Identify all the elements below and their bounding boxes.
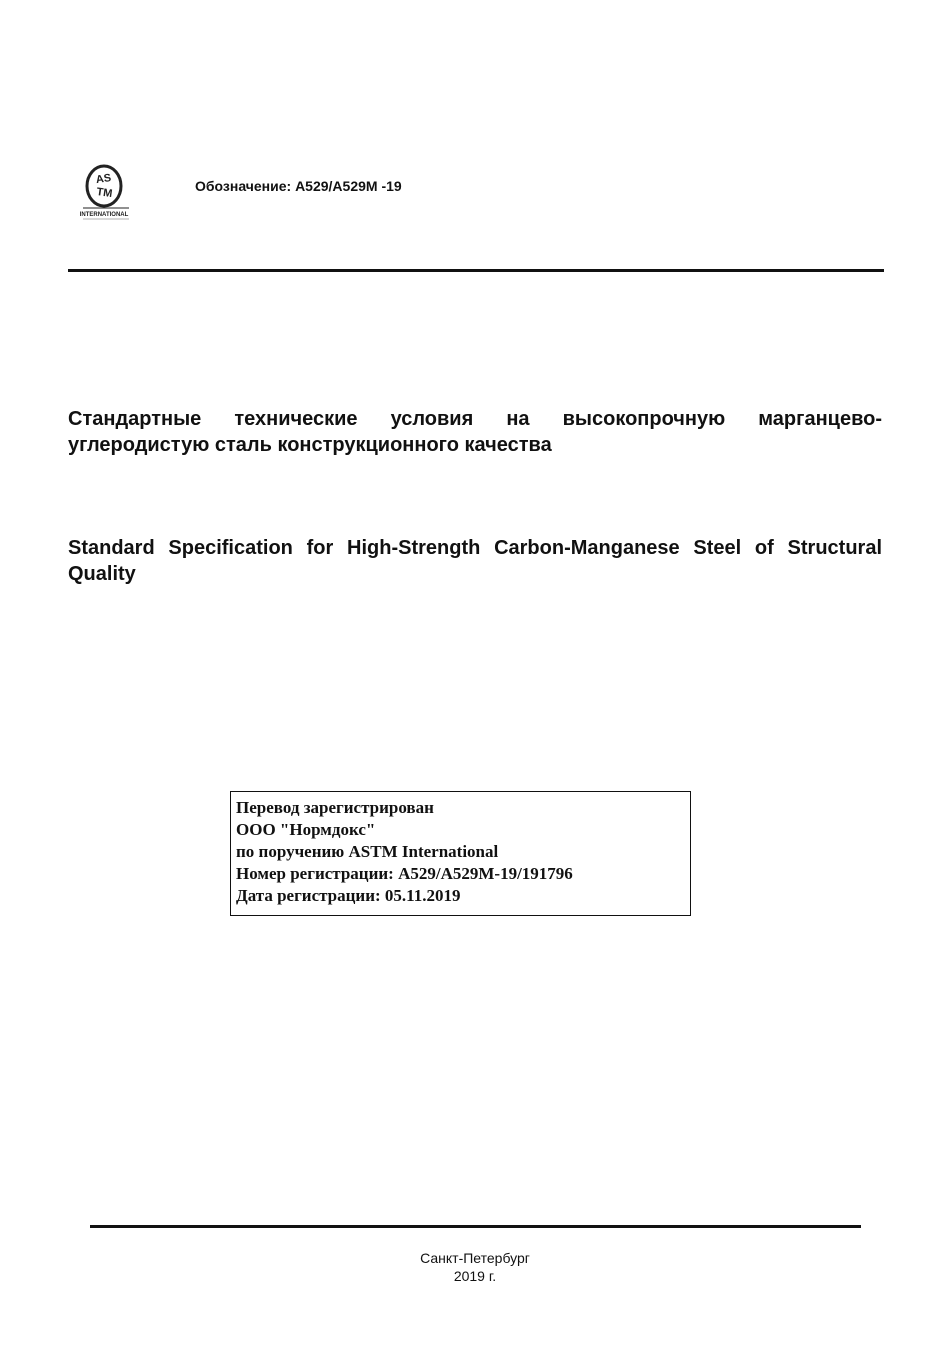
registration-line: по поручению ASTM International: [236, 842, 499, 861]
footer-year: 2019 г.: [453, 1268, 497, 1284]
registration-line: Дата регистрации: 05.11.2019: [236, 886, 461, 905]
bottom-divider: [90, 1225, 861, 1228]
designation-label: Обозначение: A529/A529M -19: [195, 178, 402, 194]
astm-logo-icon: [80, 164, 132, 222]
svg-text:TM: TM: [95, 185, 114, 201]
top-divider: [68, 269, 884, 272]
svg-text:AS: AS: [95, 172, 112, 187]
footer-city: Санкт-Петербург: [420, 1250, 530, 1266]
svg-text:INTERNATIONAL: INTERNATIONAL: [80, 212, 129, 218]
registration-box: [230, 791, 691, 916]
registration-line: Номер регистрации: A529/A529M-19/191796: [236, 864, 573, 883]
registration-line: ООО "Нормдокс": [236, 820, 376, 839]
registration-line: Перевод зарегистрирован: [236, 798, 434, 817]
title-english: Standard Specification for High-Strength Carbon-Manganese Steel of Structural Quality: [68, 537, 882, 585]
title-russian: Стандартные технические условия на высокопрочную марганцево-углеродистую сталь конструкционного качества: [68, 408, 882, 456]
footer: [0, 1249, 950, 1285]
